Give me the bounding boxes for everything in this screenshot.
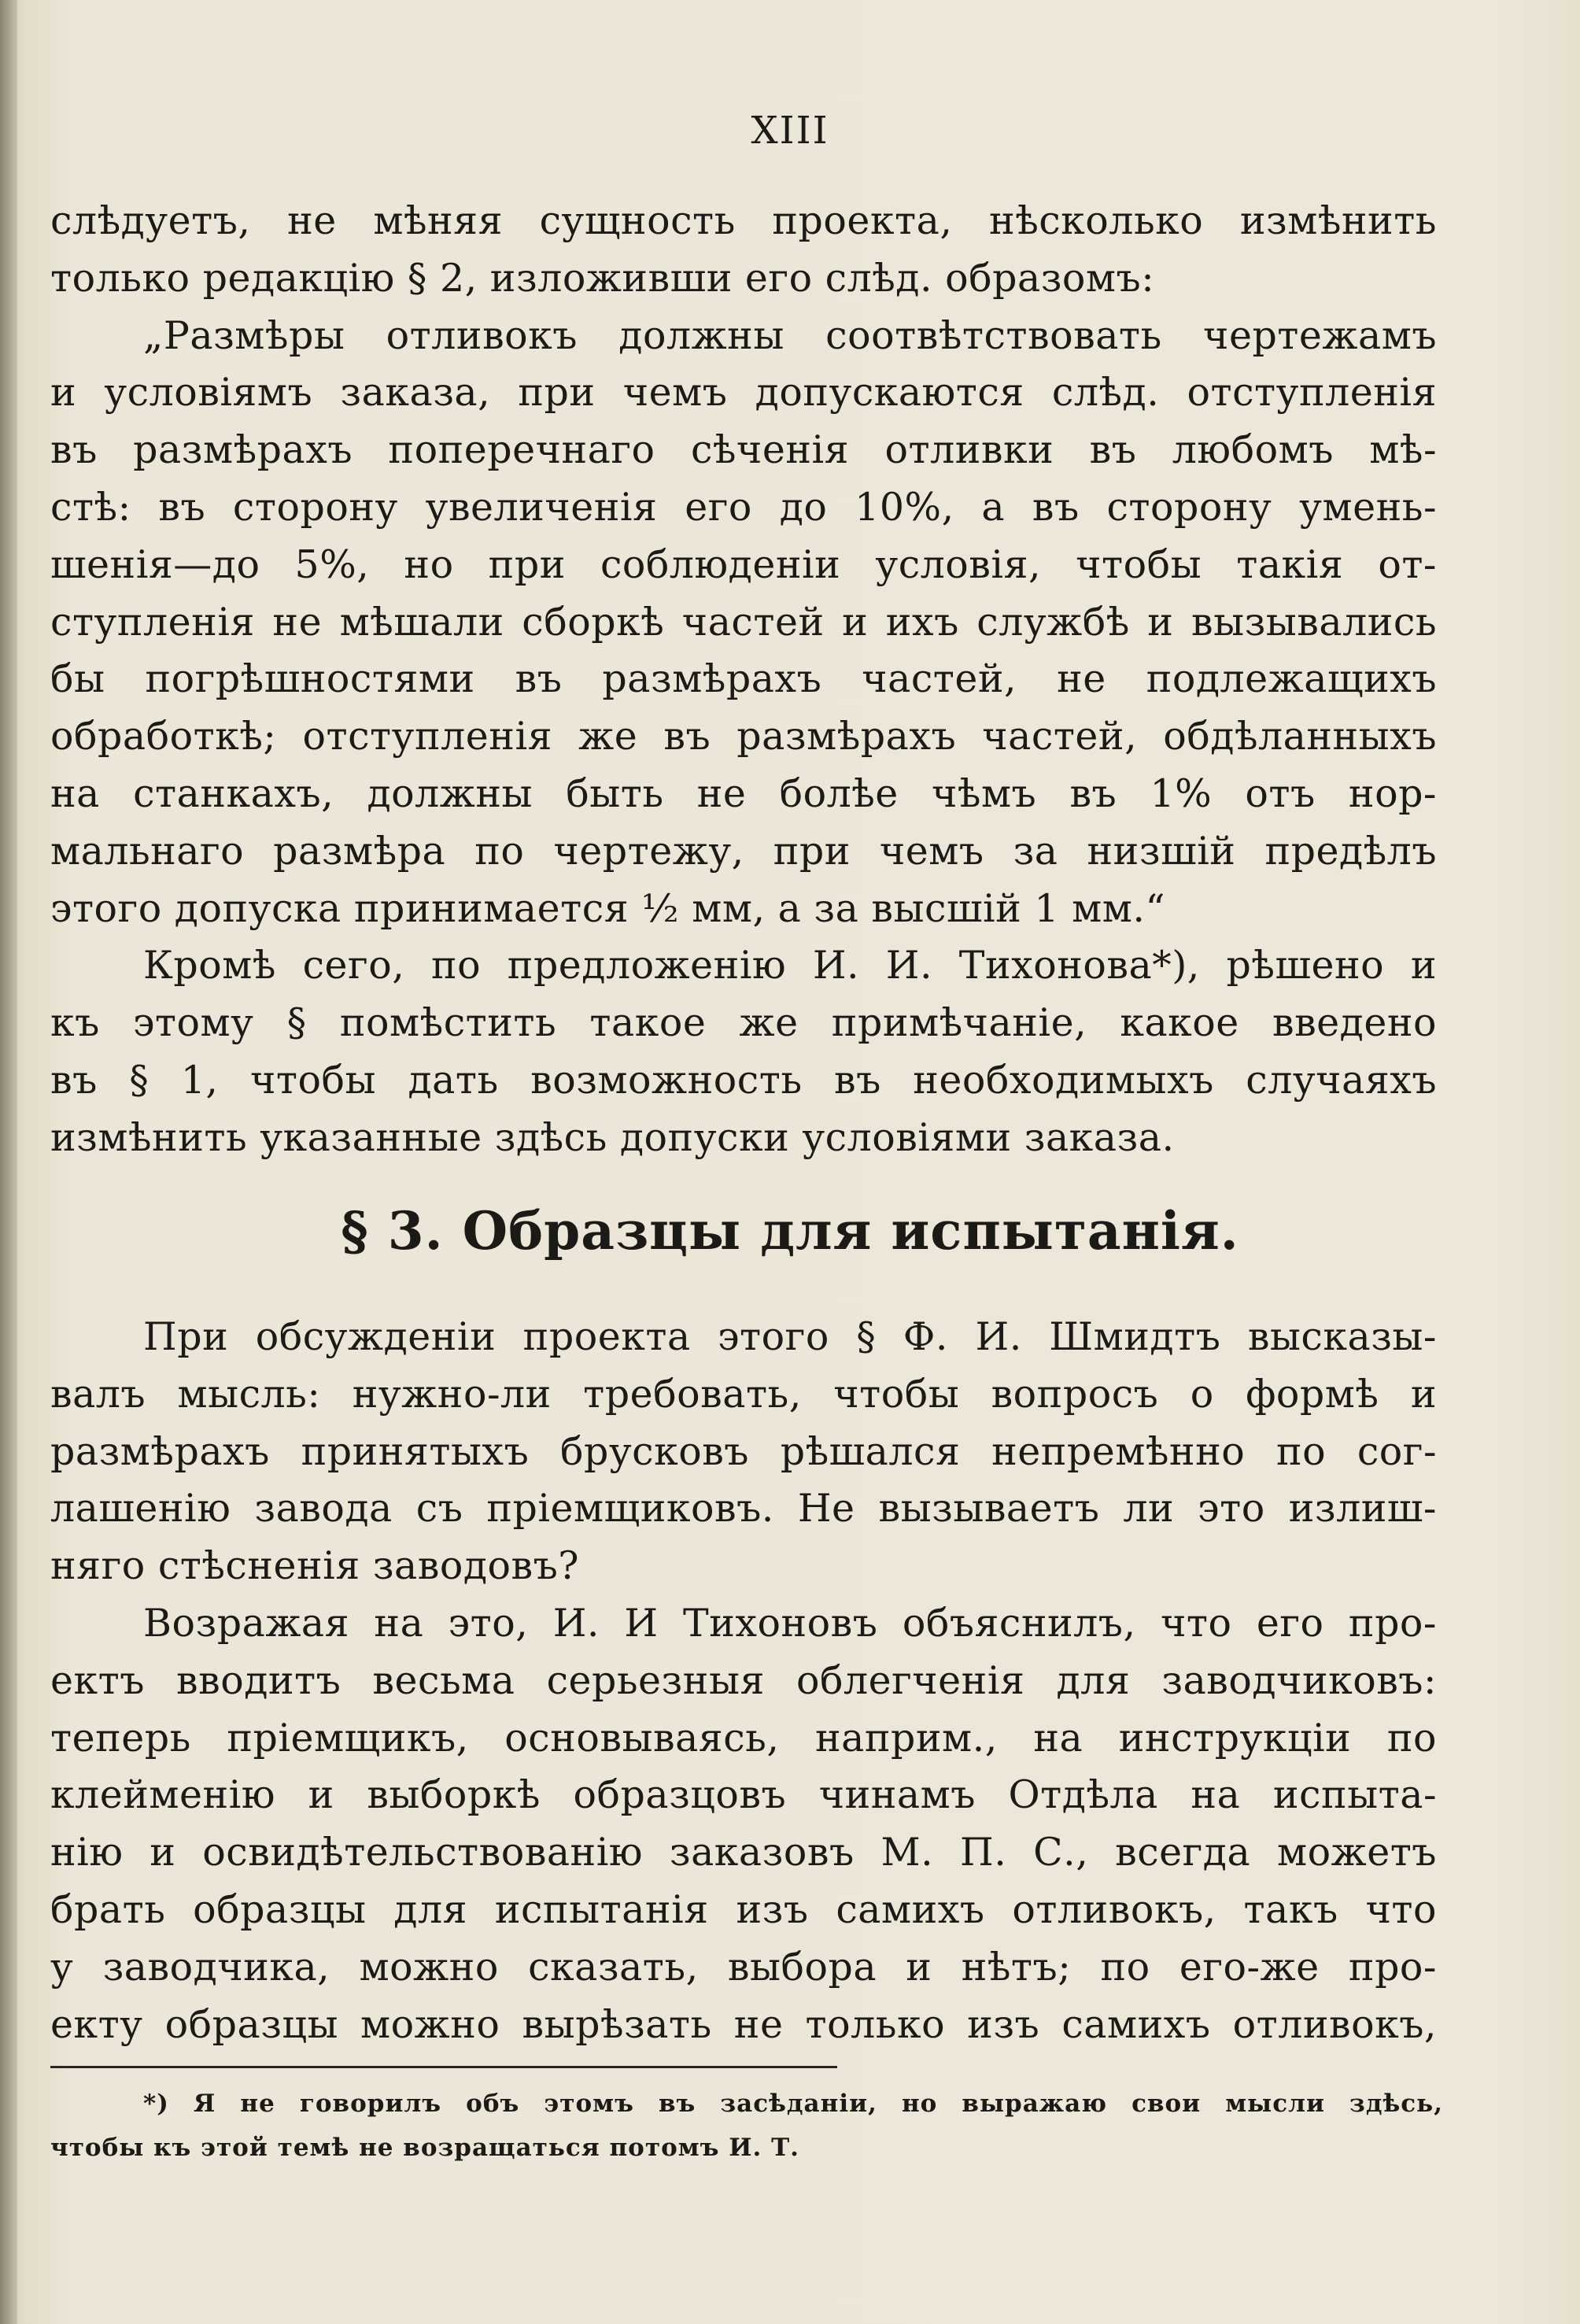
text-line: въ § 1, чтобы дать возможность въ необходимыхъ случаяхъ (50, 1057, 1437, 1103)
text-line: шенія—до 5%, но при соблюденіи условія, чтобы такія от- (50, 541, 1437, 587)
text-line: Кромѣ сего, по предложенію И. И. Тихонова*), рѣшено и (143, 943, 1437, 988)
text-line: ступленія не мѣшали сборкѣ частей и ихъ службѣ и вызывались (50, 599, 1437, 645)
footnote-line: чтобы къ этой темѣ не возращаться потомъ И. Т. (50, 2134, 799, 2162)
text-line: лашенію завода съ пріемщиковъ. Не вызываетъ ли это излиш- (50, 1486, 1437, 1531)
text-line: у заводчика, можно сказать, выбора и нѣтъ; по его-же про- (50, 1944, 1437, 1990)
book-gutter (0, 0, 17, 2324)
footnote-line: *) Я не говорилъ объ этомъ въ засѣданіи, но выражаю свои мысли здѣсь, (143, 2089, 1443, 2118)
text-line: няго стѣсненія заводовъ? (50, 1543, 580, 1589)
text-line: брать образцы для испытанія изъ самихъ отливокъ, такъ что (50, 1886, 1437, 1932)
text-line: размѣрахъ принятыхъ брусковъ рѣшался непремѣнно по сог- (50, 1428, 1437, 1474)
text-line: теперь пріемщикъ, основываясь, наприм., на инструкціи по (50, 1715, 1437, 1761)
text-line: клейменію и выборкѣ образцовъ чинамъ Отдѣла на испыта- (50, 1772, 1437, 1818)
text-line: Возражая на это, И. И Тихоновъ объяснилъ, что его про- (143, 1600, 1437, 1646)
text-line: мальнаго размѣра по чертежу, при чемъ за низшій предѣлъ (50, 828, 1437, 874)
text-line: и условіямъ заказа, при чемъ допускаются слѣд. отступленія (50, 370, 1437, 416)
text-line: только редакцію § 2, изложивши его слѣд. образомъ: (50, 255, 1155, 301)
text-block-bottom (50, 1309, 1437, 2053)
text-line: бы погрѣшностями въ размѣрахъ частей, не подлежащихъ (50, 656, 1437, 702)
text-block-top (50, 193, 1437, 1167)
text-line: на станкахъ, должны быть не болѣе чѣмъ въ 1% отъ нор- (50, 770, 1437, 816)
text-line: измѣнить указанные здѣсь допуски условіями заказа. (50, 1114, 1175, 1160)
page-number: XIII (751, 109, 829, 153)
footnote-divider (50, 2066, 837, 2068)
text-line: нію и освидѣтельствованію заказовъ М. П. С., всегда можетъ (50, 1830, 1437, 1875)
text-line: екту образцы можно вырѣзать не только изъ самихъ отливокъ, (50, 2001, 1437, 2047)
text-line: „Размѣры отливокъ должны соотвѣтствовать чертежамъ (143, 312, 1437, 358)
section-heading: § 3. Образцы для испытанія. (341, 1200, 1239, 1262)
text-line: къ этому § помѣстить такое же примѣчаніе, какое введено (50, 1000, 1437, 1046)
text-line: этого допуска принимается ½ мм, а за высшій 1 мм.“ (50, 885, 1166, 931)
text-line: ектъ вводитъ весьма серьезныя облегченія для заводчиковъ: (50, 1657, 1437, 1703)
text-line: обработкѣ; отступленія же въ размѣрахъ частей, обдѣланныхъ (50, 714, 1437, 759)
text-line: При обсужденіи проекта этого § Ф. И. Шмидтъ высказы- (143, 1314, 1437, 1359)
text-line: слѣдуетъ, не мѣняя сущность проекта, нѣсколько измѣнить (50, 198, 1437, 243)
footnote (50, 2082, 1443, 2170)
text-line: въ размѣрахъ поперечнаго сѣченія отливки въ любомъ мѣ- (50, 427, 1437, 473)
text-line: стѣ: въ сторону увеличенія его до 10%, а въ сторону умень- (50, 484, 1437, 530)
text-line: валъ мысль: нужно-ли требовать, чтобы вопросъ о формѣ и (50, 1371, 1437, 1417)
